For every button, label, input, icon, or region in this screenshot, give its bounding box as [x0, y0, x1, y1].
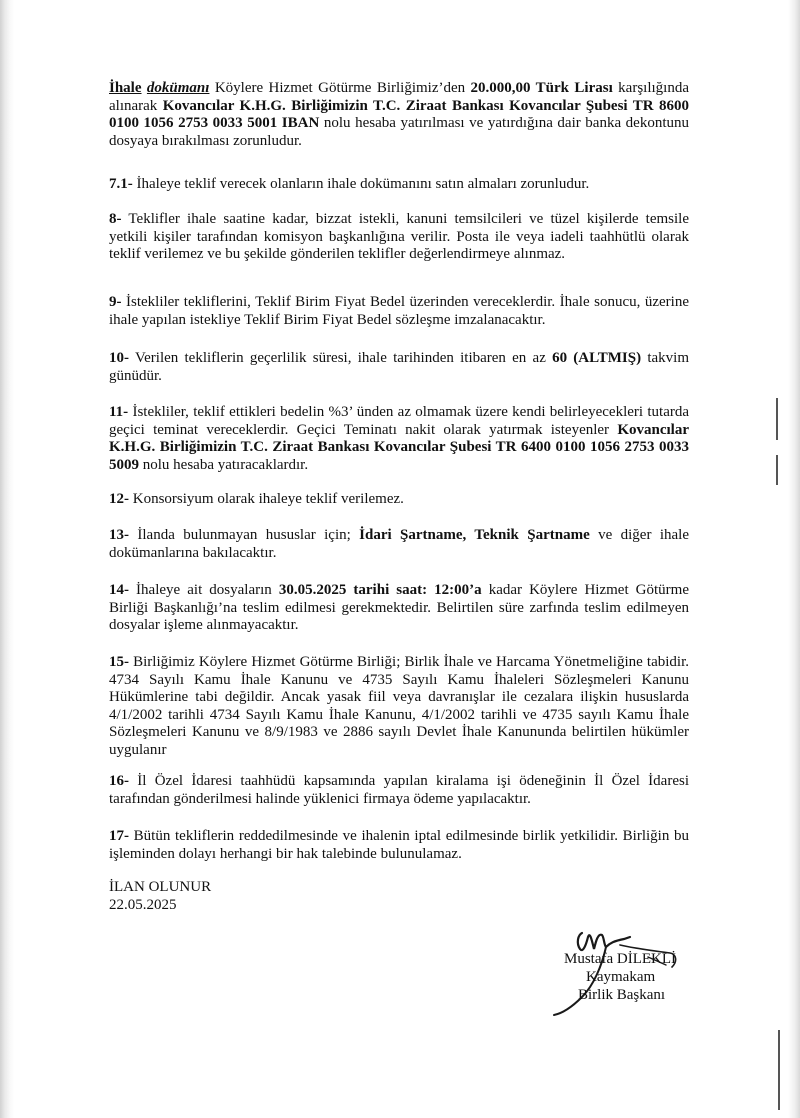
specifications: İdari Şartname, Teknik Şartname	[359, 527, 590, 543]
item-number: 11-	[109, 404, 129, 420]
paragraph-17	[109, 828, 689, 863]
scan-mark	[776, 455, 778, 485]
item-number: 16-	[109, 773, 129, 789]
paragraph-8	[109, 211, 689, 264]
label-dokumani: dokümanı	[146, 80, 210, 96]
deadline: 30.05.2025 tarihi saat: 12:00’a	[278, 582, 482, 598]
text: Birliğimiz Köylere Hizmet Götürme Birliği; Birlik İhale ve Harcama Yönetmeliğine tabidir. 4734 Sayılı Kamu İhale Kanunu ve 4735 Sayılı Kamu İhaleleri Sözleşmeleri Kanunu Hükümlerine tabi değildir. Ancak yasak fiil veya davranışlar ile cezalara ilişkin hususlarda 4/1/2002 tarihli 4734 Sayılı Kamu İhale Kanunu, 4/1/2002 tarihli ve 4735 sayılı Kamu İhale Sözleşmeleri Kanunu ve 8/9/1983 ve 2886 sayılı Devlet İhale Kanununda belirtilen hükümler uygulanır	[109, 654, 689, 758]
item-number: 7.1-	[109, 176, 133, 192]
text: İhaleye teklif verecek olanların ihale dokümanını satın almaları zorunludur.	[132, 176, 590, 192]
label-ihale: İhale	[109, 80, 142, 96]
text: nolu hesaba yatırılması ve yatırdığına dair banka dekontunu dosyaya bırakılması zorunludur.	[109, 115, 689, 149]
paragraph-ihale-dokumani	[109, 80, 689, 150]
text: takvim günüdür.	[109, 350, 689, 384]
text: kadar Köylere Hizmet Götürme Birliği Başkanlığı’na teslim edilmesi gerekmektedir. Belirtilen süre zarfında teslim edilmeyen dosyalar işleme alınmayacaktır.	[109, 582, 689, 634]
item-number: 17-	[109, 828, 129, 844]
item-number: 9-	[109, 294, 122, 310]
signatory-role: Birlik Başkanı	[578, 987, 666, 1003]
text: karşılığında alınarak	[109, 80, 689, 114]
item-number: 8-	[109, 211, 122, 227]
text: Bütün tekliflerin reddedilmesinde ve ihalenin iptal edilmesinde birlik yetkilidir. Birliğin bu işleminden dolayı herhangi bir hak talebinde bulunulamaz.	[109, 828, 689, 862]
bank-account: Kovancılar K.H.G. Birliğimizin T.C. Ziraat Bankası Kovancılar Şubesi TR 8600 0100 1056 2753 0033 5001 IBAN	[109, 97, 689, 132]
paragraph-16	[109, 773, 689, 808]
paragraph-14	[109, 582, 689, 635]
signature-block	[520, 905, 720, 1025]
signatory-name: Mustafa DİLEKLİ	[564, 951, 677, 967]
scan-mark	[776, 398, 778, 440]
paragraph-10	[109, 350, 689, 385]
validity-days: 60 (ALTMIŞ)	[552, 350, 642, 366]
text: İlanda bulunmayan hususlar için;	[129, 527, 360, 543]
item-number: 15-	[109, 654, 129, 670]
text: İstekliler tekliflerini, Teklif Birim Fiyat Bedel üzerinden vereceklerdir. İhale sonucu, üzerine ihale yapılan istekliye Teklif Birim Fiyat Bedel sözleşme imzalanacaktır.	[109, 294, 689, 328]
text: İhaleye ait dosyaların	[129, 582, 279, 598]
announcement-text: İLAN OLUNUR	[109, 879, 212, 895]
text: Konsorsiyum olarak ihaleye teklif verilemez.	[129, 491, 404, 507]
text: Köylere Hizmet Götürme Birliğimiz’den	[209, 80, 471, 96]
paragraph-12	[109, 491, 689, 509]
text: İstekliler, teklif ettikleri bedelin %3’ ünden az olmamak üzere kendi belirleyecekleri tutarda geçici teminat vereceklerdir. Geçici Teminatı nakit olarak yatırmak isteyenler	[109, 404, 689, 438]
item-number: 12-	[109, 491, 129, 507]
scan-mark	[778, 1030, 780, 1110]
text: Verilen tekliflerin geçerlilik süresi, ihale tarihinden itibaren en az	[129, 350, 553, 366]
announcement-date: 22.05.2025	[109, 896, 177, 913]
scan-edge-left	[0, 0, 14, 1118]
text: İl Özel İdaresi taahhüdü kapsamında yapılan kiralama işi ödeneğinin İl Özel İdaresi tarafından gönderilmesi halinde yüklenici firmaya ödeme yapılacaktır.	[109, 773, 689, 807]
paragraph-9	[109, 294, 689, 329]
paragraph-15	[109, 654, 689, 760]
signatory-title: Kaymakam	[586, 969, 656, 985]
text: nolu hesaba yatıracaklardır.	[139, 456, 309, 473]
paragraph-11	[109, 404, 689, 474]
text: Teklifler ihale saatine kadar, bizzat istekli, kanuni temsilcileri ve tüzel kişilerde temsile yetkili kişiler tarafından komisyon başkanlığına verilir. Posta ile veya iadeli taahhütlü olarak teklif verilemez ve bu şekilde gönderilen teklifler değerlendirmeye alınmaz.	[109, 211, 689, 263]
text: ve diğer ihale dokümanlarına bakılacaktır.	[109, 527, 689, 561]
amount: 20.000,00 Türk Lirası	[470, 80, 613, 96]
item-number: 14-	[109, 582, 129, 598]
item-number: 13-	[109, 527, 129, 543]
item-number: 10-	[109, 350, 129, 366]
scan-edge-right	[788, 0, 800, 1118]
paragraph-7-1	[109, 176, 689, 194]
bank-account: Kovancılar K.H.G. Birliğimizin T.C. Ziraat Bankası Kovancılar Şubesi TR 6400 0100 1056 2753 0033 5009	[109, 421, 689, 473]
closing-block	[109, 879, 211, 914]
paragraph-13	[109, 527, 689, 562]
